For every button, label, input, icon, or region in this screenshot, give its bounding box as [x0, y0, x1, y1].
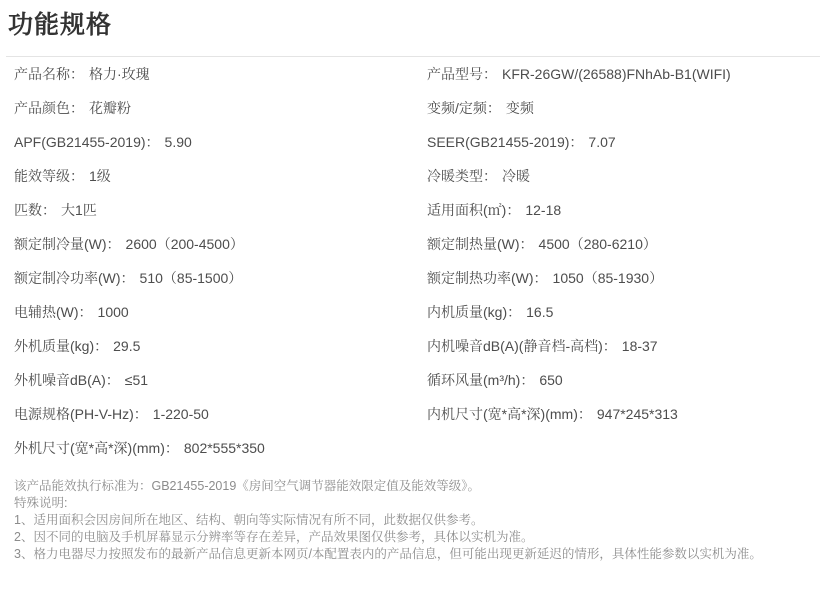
- footer-line-note-1: 1、适用面积会因房间所在地区、结构、朝向等实际情况有所不同，此数据仅供参考。: [14, 513, 484, 527]
- spec-label: 电源规格(PH-V-Hz)：: [14, 406, 148, 422]
- spec-row-horsepower: [14, 193, 413, 227]
- spec-label: 额定制热功率(W)：: [427, 270, 548, 286]
- footer-line-energy-standard: 该产品能效执行标准为：GB21455-2019《房间空气调节器能效限定值及能效等级》。: [14, 479, 481, 493]
- spec-row-seer: [427, 125, 826, 159]
- spec-value: 802*555*350: [183, 440, 265, 456]
- spec-row-product-name: [14, 57, 413, 91]
- spec-value: 1级: [89, 168, 111, 184]
- page-title: 功能规格: [8, 11, 113, 39]
- spec-row-heating-capacity: [427, 227, 826, 261]
- spec-value: 650: [539, 372, 563, 388]
- spec-label: 内机质量(kg)：: [427, 304, 522, 320]
- spec-row-apf: [14, 125, 413, 159]
- spec-label: 外机噪音dB(A)：: [14, 372, 120, 388]
- spec-value: 4500（280-6210）: [538, 236, 657, 252]
- spec-label: 冷暖类型：: [427, 168, 497, 184]
- spec-label: 变频/定频：: [427, 100, 501, 116]
- spec-value: ≤51: [124, 372, 149, 388]
- spec-label: 电辅热(W)：: [14, 304, 93, 320]
- footer-notes: [0, 465, 826, 563]
- spec-row-indoor-dimensions: [427, 397, 826, 431]
- spec-label: 内机噪音dB(A)(静音档-高档)：: [427, 338, 617, 354]
- spec-label: 额定制冷量(W)：: [14, 236, 121, 252]
- spec-value: 变频: [505, 100, 534, 116]
- spec-label: 外机质量(kg)：: [14, 338, 109, 354]
- spec-value: 510（85-1500）: [139, 270, 243, 286]
- spec-row-cooling-power: [14, 261, 413, 295]
- spec-row-product-model: [427, 57, 826, 91]
- spec-table: [0, 57, 826, 465]
- spec-column-right: [413, 57, 826, 465]
- spec-value: 大1匹: [61, 202, 97, 218]
- spec-row-heating-cooling-type: [427, 159, 826, 193]
- spec-value: 7.07: [588, 134, 616, 150]
- spec-value: 花瓣粉: [89, 100, 131, 116]
- spec-row-power-supply: [14, 397, 413, 431]
- spec-row-cooling-capacity: [14, 227, 413, 261]
- footer-line-special-note-heading: 特殊说明:: [14, 496, 68, 510]
- spec-value: 1-220-50: [152, 406, 209, 422]
- spec-value: KFR-26GW/(26588)FNhAb-B1(WIFI): [502, 66, 731, 82]
- spec-row-air-circulation: [427, 363, 826, 397]
- spec-label: 适用面积(㎡)：: [427, 202, 521, 218]
- spec-row-heating-power: [427, 261, 826, 295]
- spec-label: 产品颜色：: [14, 100, 84, 116]
- spec-row-applicable-area: [427, 193, 826, 227]
- spec-label: 能效等级：: [14, 168, 84, 184]
- spec-value: 29.5: [113, 338, 141, 354]
- spec-row-energy-grade: [14, 159, 413, 193]
- footer-line-note-2: 2、因不同的电脑及手机屏幕显示分辨率等存在差异，产品效果图仅供参考，具体以实机为准。: [14, 530, 534, 544]
- spec-value: 5.90: [164, 134, 192, 150]
- spec-label: 循环风量(m³/h)：: [427, 372, 535, 388]
- spec-label: SEER(GB21455-2019)：: [427, 134, 584, 150]
- spec-row-inverter-type: [427, 91, 826, 125]
- spec-value: 2600（200-4500）: [125, 236, 244, 252]
- spec-value: 18-37: [621, 338, 658, 354]
- footer-line-note-3: 3、格力电器尽力按照发布的最新产品信息更新本网页/本配置表内的产品信息，但可能出现更新延迟的情形，具体性能参数以实机为准。: [14, 547, 762, 561]
- spec-row-outdoor-weight: [14, 329, 413, 363]
- spec-value: 1050（85-1930）: [552, 270, 664, 286]
- spec-value: 947*245*313: [596, 406, 678, 422]
- spec-row-electric-aux-heat: [14, 295, 413, 329]
- spec-value: 格力·玫瑰: [89, 66, 150, 82]
- spec-label: 额定制冷功率(W)：: [14, 270, 135, 286]
- spec-label: APF(GB21455-2019)：: [14, 134, 160, 150]
- spec-value: 1000: [97, 304, 129, 320]
- spec-label: 额定制热量(W)：: [427, 236, 534, 252]
- spec-row-indoor-weight: [427, 295, 826, 329]
- spec-label: 内机尺寸(宽*高*深)(mm)：: [427, 406, 592, 422]
- spec-label: 产品名称：: [14, 66, 84, 82]
- spec-label: 外机尺寸(宽*高*深)(mm)：: [14, 440, 179, 456]
- spec-row-indoor-noise: [427, 329, 826, 363]
- spec-row-outdoor-dimensions: [14, 431, 413, 465]
- spec-column-left: [0, 57, 413, 465]
- spec-row-outdoor-noise: [14, 363, 413, 397]
- spec-value: 16.5: [526, 304, 554, 320]
- spec-row-product-color: [14, 91, 413, 125]
- spec-value: 12-18: [525, 202, 562, 218]
- spec-label: 产品型号：: [427, 66, 497, 82]
- spec-value: 冷暖: [502, 168, 530, 184]
- spec-label: 匹数：: [14, 202, 56, 218]
